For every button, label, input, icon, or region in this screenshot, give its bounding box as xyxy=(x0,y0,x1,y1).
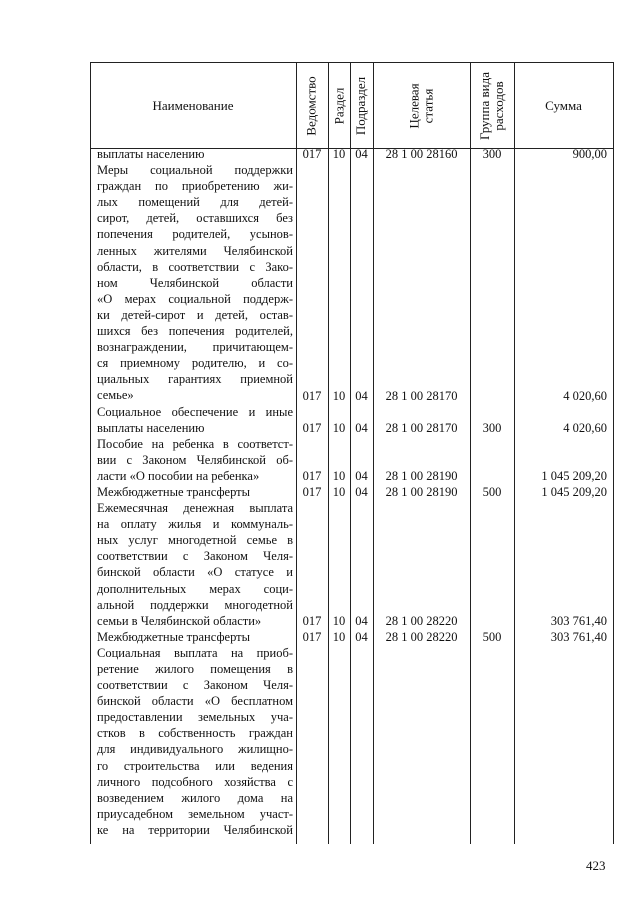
name-line: предоставлении земельных уча- xyxy=(97,710,293,725)
header-name xyxy=(90,62,296,149)
cell-vedomstvo: 017 xyxy=(302,485,322,500)
cell-podrazdel: 04 xyxy=(355,147,368,161)
cell-group: 300 xyxy=(482,420,502,435)
name-line: «О мерах социальной поддерж- xyxy=(97,291,293,306)
name-line: соответствии с Законом Челя- xyxy=(97,678,293,693)
name-column xyxy=(97,146,293,838)
cell-razdel: 10 xyxy=(332,485,346,500)
cell-razdel: 10 xyxy=(332,613,346,628)
cell-podrazdel: 04 xyxy=(355,469,368,483)
name-line: попечения родителей, усынов- xyxy=(97,227,293,242)
header-target xyxy=(373,62,470,149)
name-line: дополнительных мерах соци- xyxy=(97,581,293,596)
page-number: 423 xyxy=(586,858,606,873)
header-target-line1: Целевая xyxy=(406,82,422,129)
col-border-target xyxy=(470,62,471,844)
cell-target: 28 1 00 28170 xyxy=(385,388,458,403)
col-border-podrazdel xyxy=(373,62,374,844)
header-name-text: Наименование xyxy=(152,98,234,113)
name-line: Пособие на ребенка в соответст- xyxy=(97,436,293,451)
cell-target: 28 1 00 28220 xyxy=(385,630,458,644)
name-line: вознаграждении, причитающем- xyxy=(97,340,293,355)
cell-vedomstvo: 017 xyxy=(302,630,322,644)
name-line: шихся без попечения родителей, xyxy=(97,324,293,339)
col-border-ved xyxy=(328,62,329,844)
header-razdel xyxy=(328,62,350,149)
name-line: для индивидуального жилищно- xyxy=(97,742,293,757)
name-line: Межбюджетные трансферты xyxy=(97,484,251,499)
col-border-group xyxy=(514,62,515,844)
header-razdel-text: Раздел xyxy=(331,87,346,124)
name-line: области, в соответствии с Зако- xyxy=(97,259,293,274)
name-line: го строительства или ведения xyxy=(97,758,293,773)
cell-podrazdel: 04 xyxy=(355,388,368,403)
name-line: возведением жилого дома на xyxy=(97,790,293,805)
cell-podrazdel: 04 xyxy=(355,630,368,644)
cell-group: 500 xyxy=(482,485,502,500)
name-line: Меры социальной поддержки xyxy=(97,163,293,178)
cell-target: 28 1 00 28190 xyxy=(385,485,458,500)
name-line: семьи в Челябинской области» xyxy=(97,613,262,628)
header-group xyxy=(470,62,514,149)
cell-sum: 303 761,40 xyxy=(550,630,607,644)
name-line: ке на территории Челябинской xyxy=(97,822,293,837)
cell-razdel: 10 xyxy=(332,147,346,161)
cell-razdel: 10 xyxy=(332,469,346,483)
cell-razdel: 10 xyxy=(332,420,346,435)
cell-target: 28 1 00 28220 xyxy=(385,613,458,628)
cell-sum: 303 761,40 xyxy=(550,613,607,628)
name-line: бинской области «О статусе и xyxy=(97,565,293,580)
cell-vedomstvo: 017 xyxy=(302,420,322,435)
name-line: циальных гарантиях приемной xyxy=(97,372,293,387)
name-line: ретение жилого помещения в xyxy=(97,662,293,676)
cell-target: 28 1 00 28170 xyxy=(385,420,458,435)
name-line: семье» xyxy=(97,388,134,403)
header-target-text xyxy=(407,83,435,128)
cell-vedomstvo: 017 xyxy=(302,613,322,628)
header-target-line2: статья xyxy=(420,88,436,123)
cell-vedomstvo: 017 xyxy=(302,388,322,403)
name-line: ном Челябинской области xyxy=(97,275,293,290)
name-line: соответствии с Законом Челя- xyxy=(97,549,293,564)
name-line: бинской области «О бесплатном xyxy=(97,694,293,709)
col-border-name xyxy=(296,62,297,844)
cell-vedomstvo: 017 xyxy=(302,147,322,161)
header-vedomstvo-text: Ведомство xyxy=(304,75,319,136)
name-line: приусадебном земельном участ- xyxy=(97,806,293,821)
name-line: граждан по приобретению жи- xyxy=(97,179,293,194)
cell-group: 500 xyxy=(482,630,502,644)
cell-target: 28 1 00 28190 xyxy=(385,469,458,483)
name-line: альной поддержки многодетной xyxy=(97,597,293,612)
cell-sum: 4 020,60 xyxy=(563,420,607,435)
col-border-left xyxy=(90,62,91,844)
col-border-right xyxy=(613,62,614,844)
cell-group: 300 xyxy=(482,147,502,161)
name-line: ся приемному родителю, и со- xyxy=(97,356,293,371)
cell-podrazdel: 04 xyxy=(355,420,368,435)
name-line: Межбюджетные трансферты xyxy=(97,629,251,644)
name-line: сирот, детей, оставшихся без xyxy=(97,211,293,226)
cell-sum: 900,00 xyxy=(572,147,607,161)
name-line: ласти «О пособии на ребенка» xyxy=(97,468,260,483)
name-line: ки детей-сирот и детей, остав- xyxy=(97,307,293,322)
header-vedomstvo xyxy=(296,62,328,149)
name-line: Ежемесячная денежная выплата xyxy=(97,501,293,516)
name-line: Социальное обеспечение и иные xyxy=(97,404,293,419)
cell-razdel: 10 xyxy=(332,630,346,644)
header-podrazdel xyxy=(350,62,373,149)
name-line: ных услуг многодетной семье в xyxy=(97,533,293,548)
header-group-text xyxy=(478,72,506,140)
cell-sum: 1 045 209,20 xyxy=(541,469,607,483)
cell-podrazdel: 04 xyxy=(355,485,368,500)
name-line: личного подсобного хозяйства с xyxy=(97,774,293,789)
header-group-line2: расходов xyxy=(491,80,507,131)
header-sum xyxy=(514,62,613,149)
cell-podrazdel: 04 xyxy=(355,613,368,628)
name-line: выплаты населению xyxy=(97,147,205,161)
cell-vedomstvo: 017 xyxy=(302,469,322,483)
col-border-razdel xyxy=(350,62,351,844)
name-line: стков в собственность граждан xyxy=(97,726,293,741)
cell-sum: 4 020,60 xyxy=(563,388,607,403)
name-line: Социальная выплата на приоб- xyxy=(97,645,293,660)
name-line: вии с Законом Челябинской об- xyxy=(97,452,293,467)
header-sum-text: Сумма xyxy=(545,98,582,113)
cell-razdel: 10 xyxy=(332,388,346,403)
header-podrazdel-text: Подраздел xyxy=(353,76,369,135)
name-line: на оплату жилья и коммуналь- xyxy=(97,517,293,532)
cell-target: 28 1 00 28160 xyxy=(385,147,458,161)
cell-sum: 1 045 209,20 xyxy=(541,485,607,500)
name-line: ленных жителями Челябинской xyxy=(97,243,293,258)
name-line: лых помещений для детей- xyxy=(97,195,293,210)
name-line: выплаты населению xyxy=(97,420,205,435)
header-group-line1: Группа вида xyxy=(477,71,493,140)
